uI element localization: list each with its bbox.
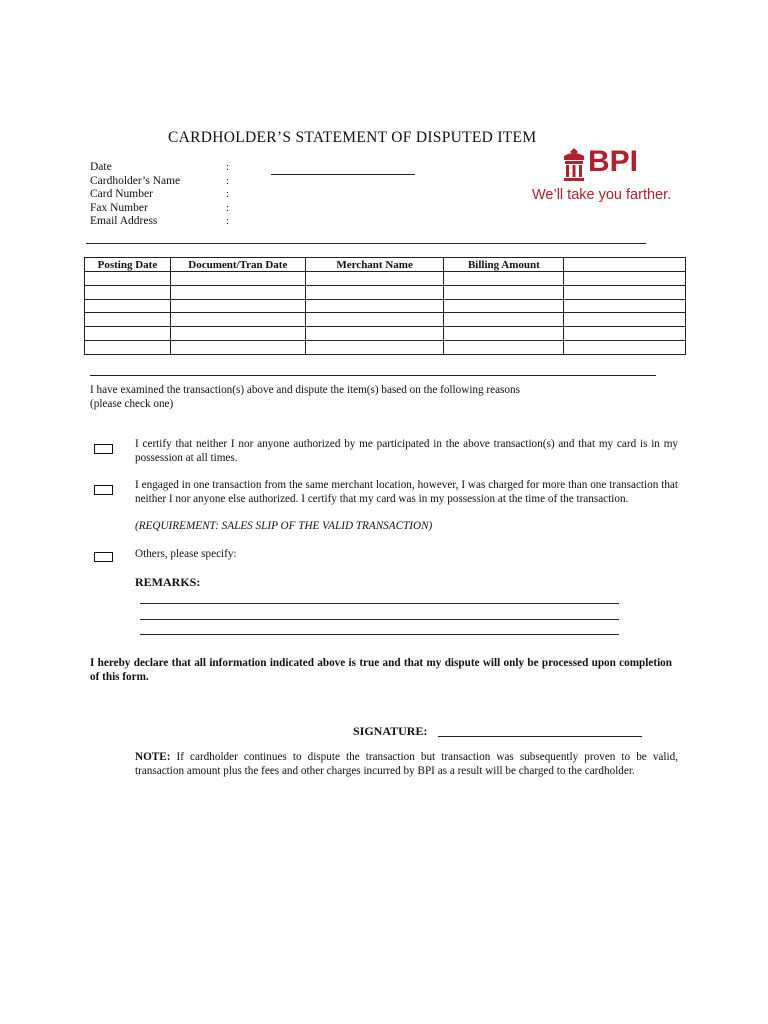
table-row <box>85 299 686 313</box>
colon: : <box>226 202 230 214</box>
bpi-tagline: We’ll take you farther. <box>532 187 672 203</box>
table-header-row <box>85 258 686 272</box>
intro-line-1: I have examined the transaction(s) above and dispute the item(s) based on the following reasons <box>90 384 520 396</box>
colon: : <box>226 175 230 187</box>
field-label-email-address: Email Address <box>90 215 158 227</box>
reason-2-checkbox[interactable] <box>94 485 113 495</box>
bpi-emblem-icon <box>560 146 588 184</box>
divider <box>90 375 656 376</box>
table-row <box>85 272 686 286</box>
signature-label: SIGNATURE: <box>353 724 428 738</box>
field-label-fax-number: Fax Number <box>90 202 148 214</box>
reason-1-text: I certify that neither I nor anyone authorized by me participated in the above transaction(s) and that my card is in my possession at all times. <box>135 438 678 464</box>
table-row <box>85 340 686 354</box>
intro-line-2: (please check one) <box>90 398 174 410</box>
note-text: If cardholder continues to dispute the transaction but transaction was subsequently proven to be valid, transaction amount plus the fees and other charges incurred by BPI as a result will be charged to the cardholder. <box>135 751 678 777</box>
date-field-line[interactable] <box>271 174 415 175</box>
column-header-blank <box>564 258 686 272</box>
reason-2-requirement: (REQUIREMENT: SALES SLIP OF THE VALID TRANSACTION) <box>135 520 433 532</box>
reason-3-text: Others, please specify: <box>135 548 237 560</box>
table-row <box>85 327 686 341</box>
field-label-cardholder-name: Cardholder’s Name <box>90 175 181 187</box>
remarks-line-1[interactable] <box>140 603 619 604</box>
transactions-table <box>84 257 686 355</box>
declaration-text: I hereby declare that all information indicated above is true and that my dispute will only be processed upon completion of this form. <box>90 657 672 683</box>
table-row <box>85 313 686 327</box>
column-header-posting-date: Posting Date <box>85 258 171 272</box>
table-row <box>85 285 686 299</box>
divider <box>86 243 646 244</box>
bpi-logo-text: BPI <box>588 145 639 178</box>
reason-2-text: I engaged in one transaction from the same merchant location, however, I was charged for more than one transaction that neither I nor anyone else authorized. I certify that my card was in my possession at the time of the transaction. <box>135 479 678 505</box>
colon: : <box>226 188 230 200</box>
column-header-billing-amount: Billing Amount <box>444 258 564 272</box>
note-label: NOTE: <box>135 751 171 763</box>
signature-line[interactable] <box>438 736 642 737</box>
field-label-card-number: Card Number <box>90 188 153 200</box>
column-header-document-tran-date: Document/Tran Date <box>170 258 305 272</box>
remarks-label: REMARKS: <box>135 575 201 589</box>
note-block <box>135 750 678 778</box>
column-header-merchant-name: Merchant Name <box>305 258 444 272</box>
reason-3-checkbox[interactable] <box>94 552 113 562</box>
field-label-date: Date <box>90 161 112 173</box>
form-title: CARDHOLDER’S STATEMENT OF DISPUTED ITEM <box>168 129 537 146</box>
remarks-line-3[interactable] <box>140 634 619 635</box>
colon: : <box>226 215 230 227</box>
colon: : <box>226 161 230 173</box>
remarks-line-2[interactable] <box>140 619 619 620</box>
reason-1-checkbox[interactable] <box>94 444 113 454</box>
